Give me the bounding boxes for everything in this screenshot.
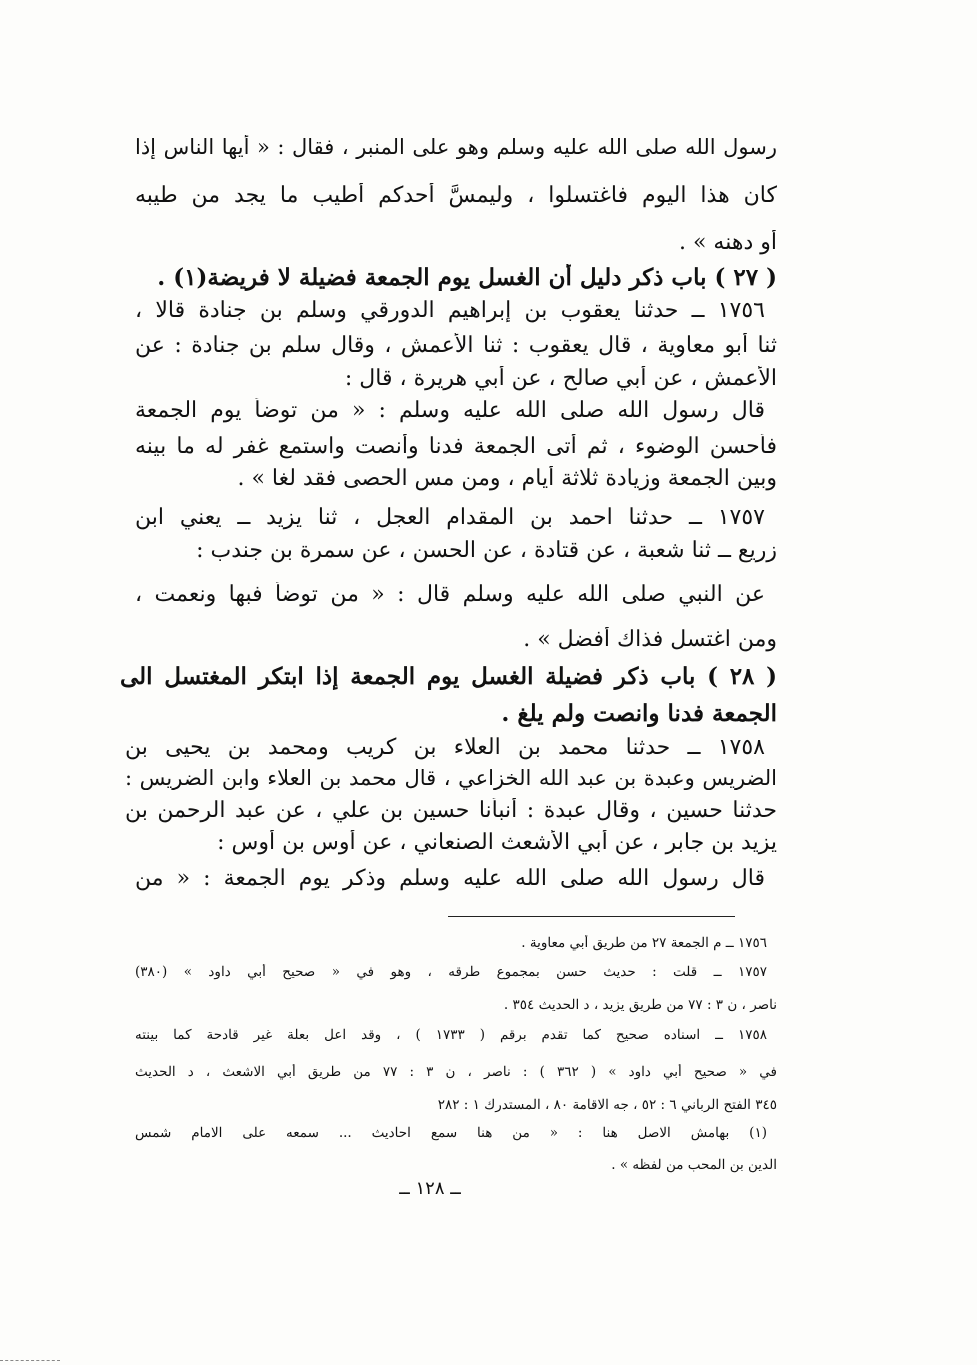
hadith-line: ومن اغتسل فذاك أفضل » . — [523, 627, 777, 652]
chapter-heading-28-cont: الجمعة فدنا وانصت ولم يلغ . — [501, 700, 777, 727]
scan-edge-mark — [0, 1360, 60, 1361]
chapter-heading-27: ( ٢٧ ) باب ذكر دليل أن الغسل يوم الجمعة فضيلة لا فريضة(١) . — [157, 264, 777, 291]
hadith-line: ١٧٥٦ ــ حدثنا يعقوب بن إبراهيم الدورقي وسلم بن جنادة قالا ، — [135, 298, 765, 323]
page-number: ــ ١٢٨ ــ — [399, 1178, 461, 1199]
hadith-line: الضريس وعبدة بن عبد الله الخزاعي ، قال محمد بن العلاء وابن الضريس : — [125, 766, 777, 790]
hadith-line: حدثنا حسين ، وقال عبدة : أنبأنا حسين بن علي ، عن عبد الرحمن بن — [125, 798, 777, 823]
footnote-line: ناصر ، ن ٣ : ٧٧ من طريق يزيد ، د الحديث ٣٥٤ . — [503, 997, 777, 1013]
footnote-line: ١٧٥٨ ــ اسناده صحيح كما تقدم برقم ( ١٧٣٣ ) ، وقد اعل بعلة غير قادحة كما بينته — [135, 1027, 767, 1043]
hadith-line: عن النبي صلى الله عليه وسلم قال : « من توضأ فبها ونعمت ، — [135, 582, 765, 607]
footnote-line: في « صحيح أبي داود » ( ٣٦٢ ) : ناصر ، ن ٣ : ٧٧ من طريق أبي الاشعث ، د الحديث — [135, 1064, 777, 1080]
footnote-separator — [448, 916, 735, 917]
body-line: رسول الله صلى الله عليه وسلم وهو على المنبر ، فقال : « أيها الناس إذا — [135, 135, 777, 159]
footnote-line: (١) بهامش الاصل هنا : « من هنا سمع احاديث ... سمعه على الامام شمس — [135, 1125, 767, 1141]
hadith-line: قال رسول الله صلى الله عليه وسلم : « من توضأ يوم الجمعة — [135, 398, 765, 423]
hadith-line: يزيد بن جابر ، عن أبي الأشعث الصنعاني ، عن أوس بن أوس : — [217, 830, 777, 855]
chapter-heading-28: ( ٢٨ ) باب ذكر فضيلة الغسل يوم الجمعة إذا ابتكر المغتسل الى — [120, 663, 777, 690]
body-line: أو دهنه » . — [678, 230, 777, 255]
hadith-line: فأحسن الوضوء ، ثم أتى الجمعة فدنا وأنصت واستمع غفر له ما بينه — [135, 434, 777, 459]
footnote-line: ٣٤٥ الفتح الرباني ٦ : ٥٢ ، جه الاقامة ٨٠ ، المستدرك ١ : ٢٨٢ — [437, 1097, 777, 1113]
hadith-line: الأعمش ، عن أبي صالح ، عن أبي هريرة ، قال : — [344, 366, 777, 391]
hadith-line: زريع ــ ثنا شعبة ، عن قتادة ، عن الحسن ، عن سمرة بن جندب : — [196, 538, 777, 563]
footnote-line: الدين بن المحب من لفظه » . — [611, 1157, 777, 1173]
hadith-line: ١٧٥٨ ــ حدثنا محمد بن العلاء بن كريب ومحمد بن يحيى بن — [125, 735, 765, 760]
footnote-line: ١٧٥٧ ــ قلت : حديث حسن بمجموع طرقه ، وهو في « صحيح أبي داود » (٣٨٠) — [135, 964, 767, 980]
body-line: كان هذا اليوم فاغتسلوا ، وليمسَّ أحدكم أطيب ما يجد من طيبه — [135, 183, 777, 208]
footnote-line: ١٧٥٦ ــ م الجمعة ٢٧ من طريق أبي معاوية . — [521, 935, 767, 951]
hadith-line: ١٧٥٧ ــ حدثنا احمد بن المقدام العجل ، ثنا يزيد ــ يعني ابن — [135, 505, 765, 530]
hadith-line: ثنا أبو معاوية ، قال يعقوب : ثنا الأعمش ، وقال سلم بن جنادة : عن — [135, 333, 777, 358]
hadith-line: وبين الجمعة وزيادة ثلاثة أيام ، ومن مس الحصى فقد لغا » . — [237, 466, 777, 491]
hadith-line: قال رسول الله صلى الله عليه وسلم وذكر يوم الجمعة : « من — [135, 866, 765, 891]
